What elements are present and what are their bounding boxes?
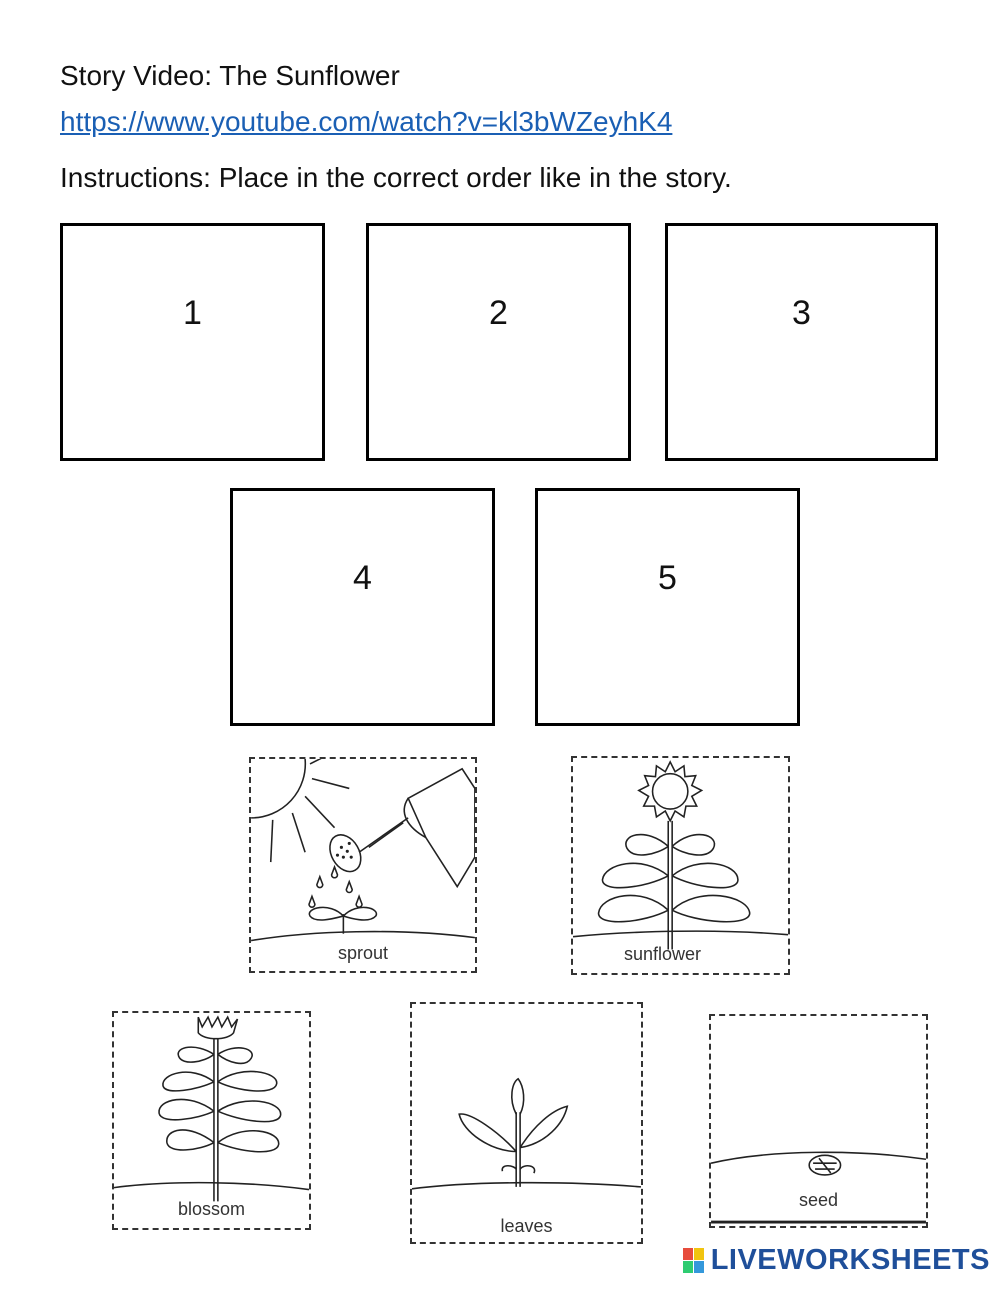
card-label: sunflower xyxy=(623,944,702,964)
blossom-illustration xyxy=(114,1013,309,1228)
sprout-illustration xyxy=(251,759,475,971)
drop-slot-1[interactable] xyxy=(60,223,325,461)
card-label: leaves xyxy=(500,1216,553,1236)
sunflower-illustration xyxy=(573,758,788,973)
story-title: Story Video: The Sunflower xyxy=(60,60,400,91)
card-blossom[interactable] xyxy=(112,1011,311,1230)
drop-slot-2[interactable] xyxy=(366,223,631,461)
video-link[interactable]: https://www.youtube.com/watch?v=kl3bWZeyhK4 xyxy=(60,106,673,137)
card-leaves[interactable] xyxy=(410,1002,643,1244)
card-sprout[interactable] xyxy=(249,757,477,973)
slot-number: 1 xyxy=(183,294,202,332)
card-label: sprout xyxy=(337,943,389,963)
slot-number: 2 xyxy=(489,294,508,332)
drop-slot-3[interactable] xyxy=(665,223,938,461)
liveworksheets-brand xyxy=(683,1244,990,1277)
drop-slot-5[interactable] xyxy=(535,488,800,726)
card-label: seed xyxy=(798,1190,839,1210)
brand-name: LIVEWORKSHEETS xyxy=(710,1244,990,1276)
card-label: blossom xyxy=(177,1199,246,1219)
slot-number: 4 xyxy=(353,559,372,597)
slot-number: 5 xyxy=(658,559,677,597)
liveworksheets-logo-icon xyxy=(683,1248,705,1274)
slot-number: 3 xyxy=(792,294,811,332)
instructions: Instructions: Place in the correct order like in the story. xyxy=(60,162,732,193)
drop-slot-4[interactable] xyxy=(230,488,495,726)
card-sunflower[interactable] xyxy=(571,756,790,975)
card-seed[interactable] xyxy=(709,1014,928,1228)
leaves-illustration xyxy=(412,1004,641,1242)
